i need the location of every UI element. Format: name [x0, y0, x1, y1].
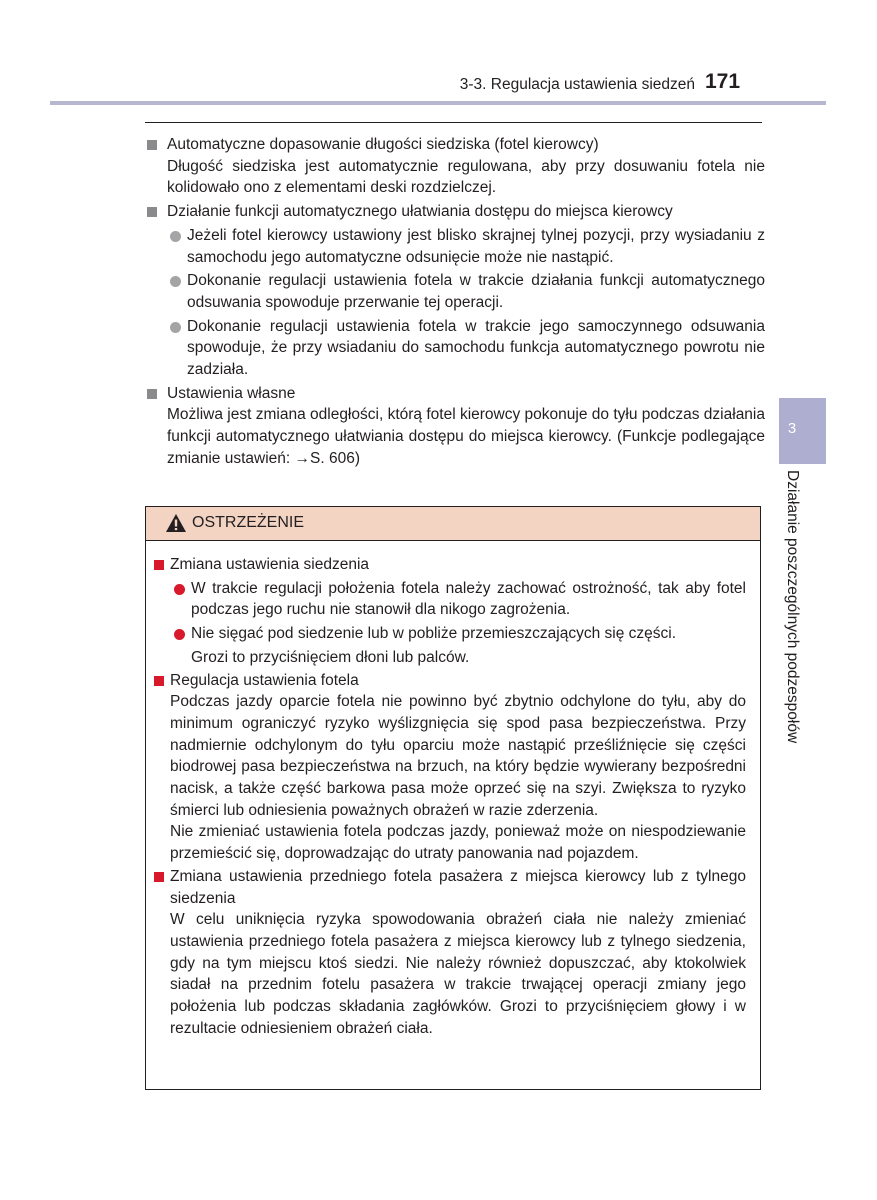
section-body: Możliwa jest zmiana odległości, którą fotel kierowcy pokonuje do tyłu podczas działania funkcji automatycznego ułatwiania dostępu do miejsca kierowcy. (Funkcje podlegające zmianie ustawień: →S. 606) — [167, 406, 765, 467]
warning-title: OSTRZEŻENIE — [192, 514, 305, 531]
page-number: 171 — [705, 70, 741, 93]
section-body: Długość siedziska jest automatycznie regulowana, aby przy dosuwaniu fotela nie kolidowało ono z elementami deski rozdzielczej. — [167, 157, 765, 197]
warning-paragraph: W celu uniknięcia ryzyka spowodowania obrażeń ciała nie należy zmieniać ustawienia przedniego fotela pasażera z miejsca kierowcy lub z tylnego siedzenia, gdy na tym miejscu ktoś siedzi. Nie należy również dopuszczać, aby ktokolwiek siadał na przednim fotelu pasażera w trakcie trwającej operacji zmiany jego położenia lub podczas składania zagłówków. Grozi to przyciśnięciem głowy i w rezultacie odniesieniem obrażeń ciała. — [170, 911, 746, 1037]
main-content — [145, 132, 765, 470]
warning-item-heading: Zmiana ustawienia przedniego fotela pasażera z miejsca kierowcy lub z tylnego siedzenia — [150, 866, 746, 909]
chapter-label: Działanie poszczególnych podzespołów — [784, 470, 801, 744]
list-item: Dokonanie regulacji ustawienia fotela w trakcie działania funkcji automatycznego odsuwania spowoduje przerwanie tej operacji. — [145, 270, 765, 313]
dot-bullet-icon — [170, 276, 181, 287]
warning-list-item: Nie sięgać pod siedzenie lub w pobliże przemieszczających się części. — [150, 623, 746, 645]
header-rule — [50, 101, 826, 105]
warning-triangle-icon — [165, 513, 187, 533]
dot-bullet-icon — [170, 322, 181, 333]
square-bullet-icon — [147, 389, 157, 399]
dot-bullet-icon — [170, 231, 181, 242]
red-dot-bullet-icon — [174, 629, 185, 640]
red-square-bullet-icon — [154, 872, 164, 882]
warning-item-heading: Regulacja ustawienia fotela — [150, 670, 746, 692]
warning-item-heading: Zmiana ustawienia siedzenia — [150, 554, 746, 576]
warning-paragraphs — [150, 691, 746, 865]
list-item: Jeżeli fotel kierowcy ustawiony jest blisko skrajnej tylnej pozycji, przy wysiadaniu z samochodu jego automatyczne odsunięcie może nie nastąpić. — [145, 225, 765, 268]
section-heading: Działanie funkcji automatycznego ułatwiania dostępu do miejsca kierowcy — [145, 201, 765, 223]
warning-paragraphs — [150, 909, 746, 1039]
warning-header — [146, 507, 760, 541]
red-square-bullet-icon — [154, 676, 164, 686]
red-square-bullet-icon — [154, 560, 164, 570]
warning-box — [145, 506, 761, 1090]
square-bullet-icon — [147, 207, 157, 217]
square-bullet-icon — [147, 140, 157, 150]
list-item: Dokonanie regulacji ustawienia fotela w trakcie jego samoczynnego odsuwania spowoduje, że przy wsiadaniu do samochodu funkcja automatycznego powrotu nie zadziała. — [145, 316, 765, 381]
warning-note: Grozi to przyciśnięciem dłoni lub palców. — [191, 648, 470, 666]
red-dot-bullet-icon — [174, 584, 185, 595]
warning-list-item: W trakcie regulacji położenia fotela należy zachować ostrożność, tak aby fotel podczas jego ruchu nie stanowił dla nikogo zagrożenia. — [150, 578, 746, 621]
section-title: 3-3. Regulacja ustawienia siedzeń — [459, 76, 695, 93]
section-heading: Ustawienia własne — [145, 383, 765, 405]
warning-paragraph: Nie zmieniać ustawienia fotela podczas jazdy, ponieważ może on niespodziewanie przemieścić się, doprowadzając do utraty panowania nad pojazdem. — [170, 823, 746, 863]
content-top-rule — [145, 122, 762, 123]
chapter-number: 3 — [787, 420, 797, 437]
section-heading: Automatyczne dopasowanie długości siedziska (fotel kierowcy) — [145, 134, 765, 156]
warning-paragraph: Podczas jazdy oparcie fotela nie powinno być zbytnio odchylone do tyłu, aby do minimum ograniczyć ryzyko wyślizgnięcia się spod pasa bezpieczeństwa. Przy nadmiernie odchylonym do tyłu oparciu może nastąpić prześliźnięcie się części biodrowej pasa bezpieczeństwa na brzuch, na który będzie wywierany bezpośredni nacisk, a także część barkowa pasa może oprzeć się na szyi. Zwiększa to ryzyko śmierci lub odniesienia poważnych obrażeń w razie zderzenia. — [170, 693, 746, 819]
warning-body — [146, 541, 760, 1039]
chapter-tab — [779, 398, 826, 464]
